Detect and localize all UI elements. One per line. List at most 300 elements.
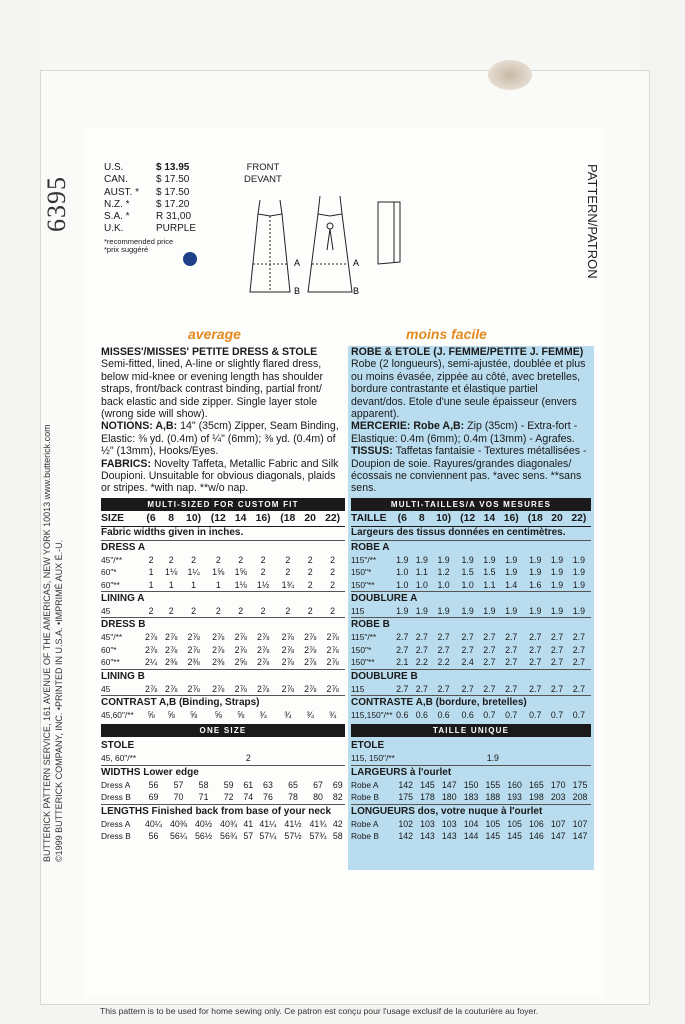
table-cell: 143: [420, 831, 435, 842]
table-cell: 61: [243, 779, 254, 790]
table-cell: 65: [288, 779, 298, 790]
table-row: [101, 656, 345, 669]
table-cell: 1.9: [415, 606, 428, 616]
table-cell: 147: [441, 779, 457, 790]
table-cell: 2.7: [572, 657, 586, 668]
table-cell: 2⅞: [256, 657, 270, 668]
table-row: [101, 554, 345, 566]
table-cell: 2⅞: [326, 632, 339, 643]
table-cell: 2⅞: [281, 657, 294, 668]
table-cell: 170: [550, 779, 566, 790]
row-label: 115"/**: [351, 554, 377, 565]
table-cell: 2: [330, 554, 336, 565]
size-label: SIZE: [101, 513, 125, 525]
table-cell: 145: [507, 831, 522, 842]
price-row: [104, 211, 246, 223]
table-cell: 2.7: [572, 632, 586, 643]
size-header: 16): [255, 513, 271, 525]
table-cell: 41¼: [259, 818, 277, 829]
table-cell: 0.7: [572, 710, 586, 721]
fabrics-fr: TISSUS: Taffetas fantaisie - Textures métallisées - Doupion de soie. Rayures/grandes diagonales/écossais ne conviennent pas. *avec sens. **sans sens.: [351, 445, 587, 495]
table-cell: 1.9: [437, 554, 450, 565]
table-cell: 70: [173, 792, 184, 803]
table-cell: 2¼: [144, 657, 158, 668]
section-title: LONGUEURS dos, votre nuque à l'ourlet: [351, 804, 591, 818]
title-fr: ROBE & ETOLE (J. FEMME/PETITE J. FEMME): [351, 346, 584, 358]
table-cell: 40½: [195, 818, 213, 829]
table-cell: [547, 752, 569, 765]
size-header: (18: [280, 513, 296, 525]
table-cell: 2: [285, 606, 291, 616]
table-cell: 2⅞: [256, 683, 270, 694]
table-cell: 1.0: [461, 579, 474, 590]
table-cell: 2⅞: [256, 644, 270, 655]
row-label: Robe B: [351, 792, 379, 803]
table-cell: ⅝: [237, 710, 245, 721]
table-cell: 1.9: [529, 567, 542, 578]
table-cell: 56: [148, 779, 159, 790]
size-header: 20: [304, 513, 316, 525]
table-cell: 2.7: [483, 657, 496, 668]
size-header: 8: [168, 513, 175, 525]
section-title: DRESS B: [101, 618, 345, 632]
table-cell: 80: [313, 792, 323, 803]
table-cell: 2.7: [505, 683, 518, 694]
table-cell: 142: [398, 831, 414, 842]
table-cell: 0.6: [461, 710, 474, 721]
one-size-bar: TAILLE UNIQUE: [351, 724, 591, 737]
table-cell: 2.7: [529, 632, 542, 643]
table-row: [351, 579, 591, 592]
table-cell: 1.9: [550, 579, 564, 590]
table-cell: ¾: [306, 710, 314, 721]
size-header: (18: [527, 513, 543, 525]
table-row: [351, 566, 591, 578]
notions-fr: MERCERIE: Robe A,B: Zip (35cm) - Extra-fort - Elastique: 0.4m (6mm); 0.4m (13mm) - Agrafes.: [351, 420, 578, 445]
table-cell: 2.2: [415, 657, 428, 668]
table-cell: 2⅞: [234, 632, 247, 643]
table-cell: 178: [420, 792, 435, 803]
table-row: [101, 709, 345, 721]
table-cell: 2.7: [572, 644, 586, 655]
table-cell: 2.7: [550, 644, 564, 655]
table-cell: 57¾: [309, 831, 327, 842]
table-cell: 2.7: [461, 644, 474, 655]
section-title: DRESS A: [101, 540, 345, 554]
table-cell: [417, 752, 439, 765]
size-header: (6: [397, 513, 407, 525]
table-cell: 2⅜: [165, 657, 178, 668]
table-cell: 0.6: [396, 710, 409, 721]
table-cell: 180: [441, 792, 457, 803]
table-cell: 72: [223, 792, 234, 803]
table-cell: 175: [398, 792, 414, 803]
table-cell: [504, 752, 526, 765]
price-value: R 31,00: [156, 211, 192, 223]
table-cell: 105: [485, 818, 501, 829]
fabric-width-note: Fabric widths given in inches.: [101, 527, 244, 539]
table-cell: 57¼: [259, 831, 277, 842]
front-view-label: FRONT DEVANT: [244, 162, 282, 185]
table-cell: 2: [260, 606, 266, 616]
table-cell: 203: [550, 792, 566, 803]
table-cell: 2⅜: [212, 657, 225, 668]
row-label: 150"*: [351, 644, 372, 655]
difficulty-label-fr: moins facile: [406, 326, 487, 342]
table-cell: 2.7: [483, 632, 496, 643]
table-cell: 2⅞: [304, 632, 317, 643]
table-cell: 1: [168, 579, 174, 590]
table-cell: 2⅞: [212, 644, 225, 655]
envelope-flap: [40, 0, 640, 80]
table-cell: 1.9: [483, 606, 496, 616]
table-cell: 2.7: [396, 632, 409, 643]
table-cell: 56¼: [169, 831, 188, 842]
table-cell: 2⅞: [187, 683, 200, 694]
table-cell: 1.2: [437, 567, 450, 578]
table-cell: 2: [191, 554, 197, 565]
price-country: U.S.: [104, 162, 124, 173]
table-cell: 2⅞: [144, 632, 158, 643]
table-cell: 2: [285, 567, 291, 578]
table-cell: 1⅛: [234, 579, 247, 590]
title-en: MISSES'/MISSES' PETITE DRESS & STOLE: [101, 346, 318, 358]
stain-mark: [488, 60, 532, 90]
price-value: PURPLE: [156, 223, 197, 235]
table-cell: 41½: [284, 818, 302, 829]
table-cell: 2⅞: [304, 644, 317, 655]
row-label: 115: [351, 683, 365, 694]
table-cell: 147: [550, 831, 566, 842]
table-cell: 2: [260, 554, 266, 565]
price-row: [104, 199, 246, 211]
table-cell: 183: [463, 792, 479, 803]
table-cell: 2.7: [505, 644, 518, 655]
price-value: $ 17.20: [156, 198, 190, 210]
table-row: [351, 554, 591, 566]
table-cell: 105: [507, 818, 522, 829]
table-cell: 1.9: [505, 554, 518, 565]
table-cell: ¾: [328, 710, 337, 721]
table-cell: 0.6: [415, 710, 428, 721]
row-label: 60"**: [101, 579, 120, 590]
table-cell: 143: [441, 831, 457, 842]
table-cell: 41: [243, 818, 254, 829]
table-cell: 2⅞: [187, 632, 200, 643]
table-cell: 1: [148, 567, 154, 578]
table-cell: 147: [572, 831, 588, 842]
table-cell: 1.9: [461, 554, 474, 565]
description-en: Semi-fitted, lined, A-line or slightly flared dress, below mid-knee or evening length has shoulder straps, front/back contrast binding, partial front/ back elastic and side zipper. Single layer stole (wrong side will show).: [101, 358, 324, 421]
row-label: 115"/**: [351, 632, 377, 643]
table-cell: 2: [330, 567, 336, 578]
garment-line-drawing: [230, 192, 420, 300]
table-cell: 1.9: [550, 606, 564, 616]
table-cell: 1.9: [396, 606, 409, 616]
table-cell: 144: [463, 831, 479, 842]
table-row: [351, 605, 591, 618]
table-cell: [191, 752, 216, 765]
table-cell: 2: [191, 606, 197, 616]
table-cell: 2⅞: [256, 632, 270, 643]
table-cell: 1.5: [461, 567, 474, 578]
fabrics-en: FABRICS: Novelty Taffeta, Metallic Fabric and Silk Doupioni. Unsuitable for obvious diagonals, plaids or stripes. *with nap. **w/o nap.: [101, 457, 339, 495]
row-label: 150"*: [351, 567, 372, 578]
table-cell: ⅝: [167, 710, 175, 721]
table-cell: 2.7: [505, 657, 518, 668]
table-cell: 2: [168, 554, 174, 565]
table-cell: 2.4: [461, 657, 474, 668]
table-cell: 2: [148, 606, 154, 616]
table-cell: 1.9: [415, 554, 428, 565]
size-header: 10): [186, 513, 202, 525]
price-value: $ 17.50: [156, 186, 190, 198]
table-cell: [255, 752, 280, 765]
table-cell: 1.9: [396, 554, 409, 565]
price-country: N.Z. *: [104, 198, 130, 210]
table-cell: 103: [441, 818, 457, 829]
table-cell: 188: [485, 792, 501, 803]
table-cell: 1.9: [461, 606, 474, 616]
table-cell: 103: [420, 818, 435, 829]
table-cell: 155: [485, 779, 501, 790]
table-cell: 40⅜: [169, 818, 188, 829]
table-cell: 2: [238, 606, 244, 616]
table-cell: 59: [223, 779, 234, 790]
row-label: 45, 60"/**: [101, 753, 137, 764]
table-cell: [306, 752, 331, 765]
table-cell: 2: [307, 579, 313, 590]
table-cell: 2⅞: [304, 683, 317, 694]
table-cell: 69: [332, 779, 343, 790]
table-cell: 1⅝: [234, 567, 247, 578]
section-title: CONTRAST A,B (Binding, Straps): [101, 696, 345, 710]
price-row: [104, 162, 246, 174]
table-cell: 42: [332, 818, 343, 829]
table-row: [351, 644, 591, 656]
table-cell: 2.7: [437, 632, 450, 643]
section-title: LINING A: [101, 592, 345, 606]
table-cell: 82: [332, 792, 343, 803]
stole-table-english: [101, 739, 345, 842]
footer-note: This pattern is to be used for home sewing only. Ce patron est conçu pour l'usage exclusif de la couturière au foyer.: [100, 1006, 539, 1016]
table-cell: 76: [263, 792, 273, 803]
table-cell: 146: [529, 831, 544, 842]
table-cell: 58: [332, 831, 343, 842]
row-label: 150"**: [351, 657, 375, 668]
pattern-number: 6395: [42, 176, 71, 232]
table-cell: 1.9: [505, 606, 518, 616]
size-header: (12: [460, 513, 476, 525]
table-cell: 2⅞: [234, 683, 247, 694]
price-list: [104, 162, 246, 255]
table-cell: 1.0: [396, 579, 409, 590]
row-label: Dress B: [101, 792, 131, 803]
french-column: [348, 346, 594, 870]
table-cell: 2.7: [461, 683, 474, 694]
table-cell: 175: [572, 779, 588, 790]
recommended-price-note: *recommended price *prix suggéré: [104, 236, 174, 255]
table-cell: 2.7: [550, 657, 564, 668]
table-cell: 2⅞: [212, 632, 225, 643]
table-cell: 1⅛: [165, 567, 178, 578]
table-cell: 2: [215, 554, 221, 565]
table-cell: 2.7: [437, 644, 450, 655]
table-cell: 69: [148, 792, 159, 803]
table-cell: 2.7: [396, 683, 409, 694]
table-cell: 2.2: [437, 657, 450, 668]
table-cell: 2.7: [415, 683, 428, 694]
row-label: Dress A: [101, 779, 131, 790]
table-cell: 41¾: [309, 818, 327, 829]
size-header: 20: [551, 513, 563, 525]
table-cell: 74: [243, 792, 254, 803]
table-cell: 107: [550, 818, 566, 829]
table-cell: 1.1: [415, 567, 428, 578]
table-cell: 1.4: [505, 579, 518, 590]
table-cell: 193: [507, 792, 522, 803]
table-cell: 2: [330, 579, 336, 590]
table-cell: 57: [243, 831, 254, 842]
table-cell: 56: [148, 831, 159, 842]
table-cell: 71: [198, 792, 209, 803]
table-cell: 2.7: [505, 632, 518, 643]
table-cell: 0.7: [505, 710, 518, 721]
table-cell: 208: [572, 792, 588, 803]
table-cell: [166, 752, 191, 765]
table-cell: 1½: [256, 579, 270, 590]
table-cell: 58: [198, 779, 209, 790]
row-label: 45"/**: [101, 554, 123, 565]
table-cell: ⅝: [147, 710, 155, 721]
table-cell: 102: [398, 818, 414, 829]
row-label: 45: [101, 683, 111, 694]
price-value: $ 13.95: [156, 162, 190, 173]
table-cell: 2: [330, 606, 336, 616]
table-cell: [569, 752, 591, 765]
table-cell: [395, 752, 417, 765]
table-cell: ⅝: [189, 710, 198, 721]
table-cell: 1.9: [486, 753, 499, 764]
size-header: 10): [436, 513, 452, 525]
table-cell: 2.7: [483, 644, 496, 655]
yardage-table-french: [351, 513, 591, 722]
section-title: WIDTHS Lower edge: [101, 765, 345, 779]
table-cell: 1.9: [572, 554, 586, 565]
table-cell: 2.7: [396, 644, 409, 655]
spine-address: BUTTERICK PATTERN SERVICE, 161 AVENUE OF THE AMERICAS, NEW YORK 10013 www.butterick.com: [42, 424, 52, 862]
table-cell: 1¼: [187, 567, 200, 578]
table-cell: 56½: [195, 831, 213, 842]
table-cell: 2⅞: [326, 644, 339, 655]
row-label: 45"/**: [101, 632, 123, 643]
table-row: [101, 605, 345, 618]
table-cell: [438, 752, 460, 765]
table-cell: 2⅞: [326, 683, 339, 694]
table-row: [351, 709, 591, 721]
table-cell: 67: [313, 779, 323, 790]
table-cell: 2: [307, 567, 313, 578]
spine-copyright: ©1999 BUTTERICK COMPANY, INC. •PRINTED IN U.S.A. •IMPRIMÉ AUX É.-U.: [54, 539, 64, 862]
table-cell: 2⅞: [281, 632, 294, 643]
table-cell: 1⅝: [212, 567, 225, 578]
table-cell: 40¼: [144, 818, 163, 829]
table-cell: 1.9: [572, 567, 586, 578]
table-cell: [280, 752, 305, 765]
table-cell: 160: [507, 779, 522, 790]
color-code-dot: [183, 252, 197, 266]
table-row: [351, 683, 591, 696]
price-row: [104, 223, 246, 235]
table-cell: [331, 752, 345, 765]
table-cell: 2: [168, 606, 174, 616]
table-cell: 2.7: [550, 632, 564, 643]
row-label: 150"**: [351, 579, 375, 590]
table-cell: [141, 752, 166, 765]
row-label: 115, 150"/**: [351, 753, 395, 764]
table-cell: 2⅞: [326, 657, 339, 668]
table-cell: 2⅞: [281, 683, 294, 694]
size-header: 14: [234, 513, 247, 525]
table-cell: 63: [263, 779, 273, 790]
row-label: Dress A: [101, 818, 131, 829]
table-cell: 0.6: [437, 710, 450, 721]
section-title: ROBE B: [351, 618, 591, 632]
table-cell: 145: [420, 779, 435, 790]
price-country: S.A. *: [104, 211, 130, 223]
table-cell: 1: [191, 579, 197, 590]
table-cell: 0.7: [550, 710, 564, 721]
table-cell: 2⅞: [165, 632, 178, 643]
table-cell: 2: [245, 753, 251, 764]
table-cell: 1.9: [572, 606, 586, 616]
sketch-label-b-back: B: [353, 286, 360, 296]
size-header: 8: [418, 513, 425, 525]
row-label: 60"**: [101, 657, 120, 668]
size-header: 16): [503, 513, 519, 525]
table-cell: 2: [307, 554, 313, 565]
spine-text-block: [38, 370, 68, 870]
price-country: U.K.: [104, 223, 124, 235]
table-cell: 2: [260, 567, 266, 578]
section-title: LARGEURS à l'ourlet: [351, 765, 591, 779]
table-cell: ¾: [259, 710, 267, 721]
table-cell: 1: [215, 579, 221, 590]
description-fr: Robe (2 longueurs), semi-ajustée, doublée et plus ou moins évasée, zippée au côté, avec bretelles, bordure contrastante et élastique partiel devant/dos. Etole d'une seule épaisseur (envers apparent).: [351, 358, 586, 421]
table-row: [101, 579, 345, 592]
section-title: CONTRASTE A,B (bordure, bretelles): [351, 696, 591, 710]
table-cell: 0.7: [529, 710, 542, 721]
difficulty-label-en: average: [188, 326, 241, 342]
table-cell: ⅝: [214, 710, 222, 721]
table-cell: 1.0: [396, 567, 409, 578]
size-label: TAILLE: [351, 513, 387, 525]
size-header: (12: [210, 513, 226, 525]
table-cell: 2.7: [529, 683, 542, 694]
row-label: 45,60"/**: [101, 710, 134, 721]
table-cell: 2.7: [437, 683, 450, 694]
row-label: 60"*: [101, 567, 117, 578]
table-cell: 1.9: [529, 606, 542, 616]
table-cell: 1.9: [550, 554, 564, 565]
row-label: Robe B: [351, 831, 379, 842]
table-cell: 145: [485, 831, 501, 842]
row-label: Robe A: [351, 779, 379, 790]
table-cell: 2⅞: [187, 644, 200, 655]
table-row: [101, 644, 345, 656]
table-cell: 165: [529, 779, 544, 790]
row-label: Robe A: [351, 818, 379, 829]
